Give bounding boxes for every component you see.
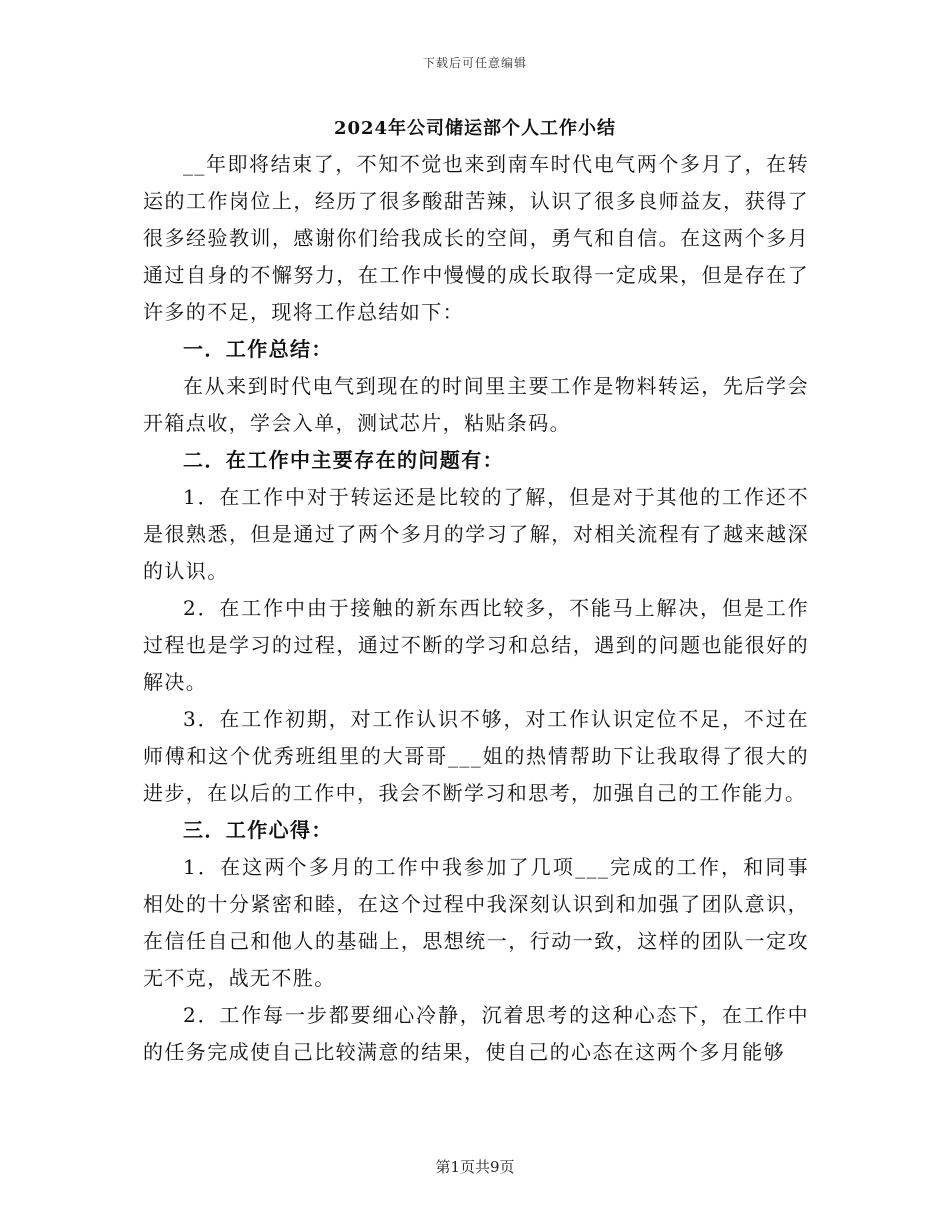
header-note: 下载后可任意编辑	[422, 56, 527, 70]
page-footer: 第1页共9页	[435, 1158, 515, 1176]
paragraph-problem-2: 2．在工作中由于接触的新东西比较多，不能马上解决，但是工作过程也是学习的过程，通过不断的学习和总结，遇到的问题也能很好的解决。	[143, 596, 809, 694]
section-heading-summary: 一．工作总结：	[183, 337, 333, 361]
document-body	[143, 146, 809, 1071]
paragraph-intro: __年即将结束了，不知不觉也来到南车时代电气两个多月了，在转运的工作岗位上，经历了很多酸甜苦辣，认识了很多良师益友，获得了很多经验教训，感谢你们给我成长的空间，勇气和自信。在这两个多月通过自身的不懈努力，在工作中慢慢的成长取得一定成果，但是存在了许多的不足，现将工作总结如下：	[143, 152, 809, 324]
section-heading-problems: 二．在工作中主要存在的问题有：	[183, 448, 504, 472]
paragraph-summary: 在从来到时代电气到现在的时间里主要工作是物料转运，先后学会开箱点收，学会入单，测试芯片，粘贴条码。	[143, 374, 809, 435]
paragraph-problem-1: 1．在工作中对于转运还是比较的了解，但是对于其他的工作还不是很熟悉，但是通过了两个多月的学习了解，对相关流程有了越来越深的认识。	[143, 485, 809, 583]
section-heading-insights: 三．工作心得：	[183, 818, 333, 842]
paragraph-insight-1: 1．在这两个多月的工作中我参加了几项___完成的工作，和同事相处的十分紧密和睦，在这个过程中我深刻认识到和加强了团队意识，在信任自己和他人的基础上，思想统一，行动一致，这样的团队一定攻无不克，战无不胜。	[143, 855, 809, 990]
paragraph-insight-2: 2．工作每一步都要细心冷静，沉着思考的这种心态下，在工作中的任务完成使自己比较满意的结果，使自己的心态在这两个多月能够	[143, 1003, 809, 1064]
document-title: 2024年公司储运部个人工作小结	[333, 118, 617, 139]
paragraph-problem-3: 3．在工作初期，对工作认识不够，对工作认识定位不足，不过在师傅和这个优秀班组里的大哥哥___姐的热情帮助下让我取得了很大的进步，在以后的工作中，我会不断学习和思考，加强自己的工作能力。	[143, 707, 809, 805]
